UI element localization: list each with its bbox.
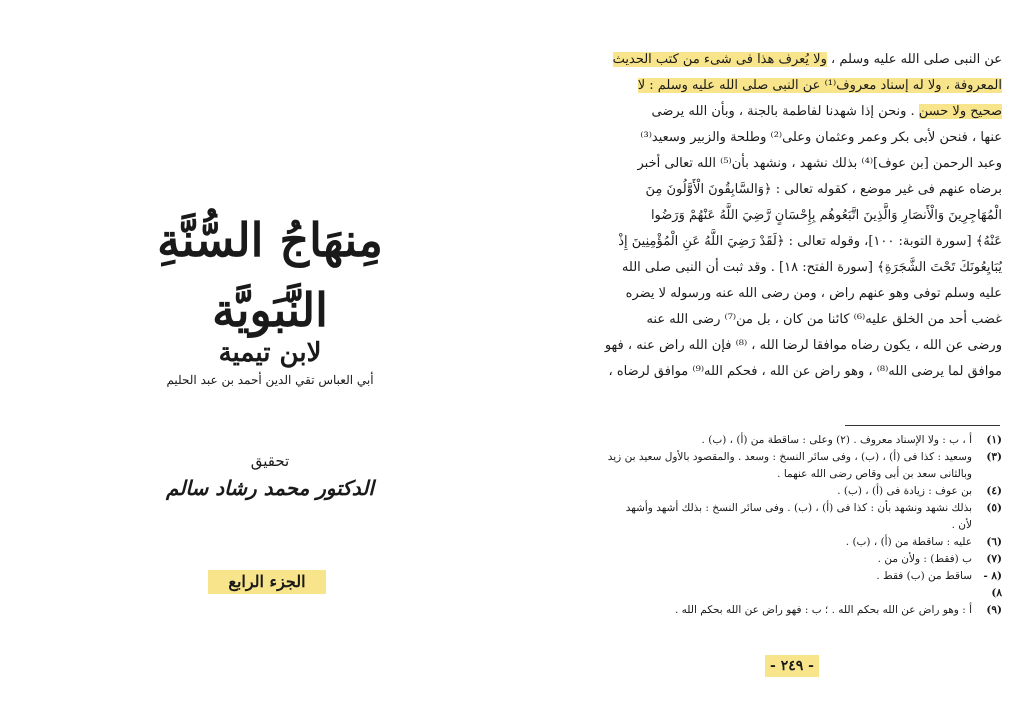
text-line [602,99,1002,125]
footnote-number: (٨ - ٨) [983,570,1002,599]
text-line-plain: عليه وسلم توفى وهو عنهم راض ، ومن رضى الله عنه ورسوله لا يضره [625,286,1002,301]
text-line [602,229,1002,255]
text-line-plain: يُبَايِعُونَكَ تَحْتَ الشَّجَرَةِ﴾ [سورة الفتح: ١٨] . وقد ثبت أن النبى صلى الله [621,260,1002,275]
text-line [602,177,1002,203]
footnote-divider [845,425,1000,426]
author-full-name: أبي العباس تقي الدين أحمد بن عبد الحليم [166,373,374,387]
footnote-number: (١) [986,434,1002,446]
text-line [602,307,1002,333]
highlighted-text: المعروفة ، ولا له إسناد معروف⁽¹⁾ عن النبى صلى الله عليه وسلم : لا [637,78,1002,93]
highlighted-text: صحيح ولا حسن [918,104,1002,119]
footnote-text: بن عوف : زيادة فى (أ) ، (ب) . [837,485,972,497]
text-line-plain: الْمُهَاجِرِينَ وَالْأَنصَارِ وَالَّذِينَ اتَّبَعُوهُم بِإِحْسَانٍ رَّضِيَ اللَّهُ عَنْهُمْ وَرَضُوا [650,208,1002,223]
text-line-plain: . ونحن إذا شهدنا لفاطمة بالجنة ، وبأن الله يرضى [651,104,919,119]
footnote [602,500,1002,517]
footnote-text: أ : وهو راض عن الله بحكم الله . ؛ ب : فهو راض عن الله بحكم الله . [674,604,972,616]
footnote-number: (٤) [986,485,1002,497]
text-line-plain: ورضى عن الله ، يكون رضاه موافقا لرضا الله ، ⁽⁸⁾ فإن الله راض عنه ، فهو [604,338,1002,353]
text-line [602,73,1002,99]
tahqiq-label: تحقيق [250,452,290,470]
text-line [602,281,1002,307]
text-line-plain: برضاه عنهم فى غير موضع ، كقوله تعالى : ﴿وَالسَّابِقُونَ الْأَوَّلُونَ مِنَ [645,182,1002,197]
volume-label: الجزء الرابع [208,570,326,594]
footnote [602,483,1002,500]
text-line-plain: موافق لما يرضى الله⁽⁸⁾ ، وهو راض عن الله ، فحكم الله⁽⁹⁾ موافق لرضاه ، [608,364,1002,379]
body-text [602,47,1002,385]
footnote [602,534,1002,551]
text-line [602,151,1002,177]
footnote-text: ب (فقط) : ولأن من . [877,553,972,565]
footnote-number: (٩) [986,604,1002,616]
text-line [602,255,1002,281]
text-line [602,359,1002,385]
footnotes [602,432,1002,619]
footnote-text: بذلك نشهد ونشهد بأن : كذا فى (أ) ، (ب) . وفى سائر النسخ : بذلك أشهد وأشهد [625,502,972,514]
footnote [602,551,1002,568]
editor-name: الدكتور محمد رشاد سالم [166,476,374,500]
footnote-text: عليه : ساقطة من (أ) ، (ب) . [845,536,972,548]
text-line-plain: عن النبى صلى الله عليه وسلم ، [826,52,1002,67]
highlighted-text: ولا يُعرف هذا فى شىء من كتب الحديث [612,52,827,67]
text-line [602,203,1002,229]
footnote [602,449,1002,466]
text-line-plain: غضب أحد من الخلق عليه⁽⁶⁾ كائنا من كان ، بل من⁽⁷⁾ رضى الله عنه [646,312,1002,327]
footnote-continuation: وبالثانى سعد بن أبى وقاص رضى الله عنهما . [777,468,972,480]
page-number: - ٢٤٩ - [765,655,819,677]
book-title: مِنهَاجُ السُّنَّةِ النَّبَويَّة [157,213,383,337]
footnote [602,602,1002,619]
footnote-number: (٥) [986,502,1002,514]
text-line [602,47,1002,73]
text-page [510,0,1023,726]
title-page [0,0,510,726]
footnote [602,432,1002,449]
author-name: لابن تيمية [218,338,322,368]
footnote-text: ساقط من (ب) فقط . [876,570,972,582]
footnote-text: أ ، ب : ولا الإسناد معروف . (٢) وعلى : ساقطة من (أ) ، (ب) . [701,434,972,446]
footnote-number: (٧) [986,553,1002,565]
text-line-plain: عَنْهُ﴾ [سورة التوبة: ١٠٠]، وقوله تعالى : ﴿لَقَدْ رَضِيَ اللَّهُ عَنِ الْمُؤْمِنِينَ إِذْ [618,234,1002,249]
footnote-number: (٣) [986,451,1002,463]
text-line-plain: وعبد الرحمن [بن عوف]⁽⁴⁾ بذلك نشهد ، ونشهد بأن⁽⁵⁾ الله تعالى أخبر [637,156,1002,171]
footnote-number: (٦) [986,536,1002,548]
footnote-continuation: لأن . [951,519,972,531]
footnote-text: وسعيد : كذا فى (أ) ، (ب) ، وفى سائر النسخ : وسعد . والمقصود بالأول سعيد بن زيد [607,451,972,463]
text-line-plain: عنها ، فنحن لأبى بكر وعمر وعثمان وعلى⁽²⁾ وطلحة والزبير وسعيد⁽³⁾ [640,130,1002,145]
footnote [602,568,1002,602]
text-line [602,333,1002,359]
text-line [602,125,1002,151]
